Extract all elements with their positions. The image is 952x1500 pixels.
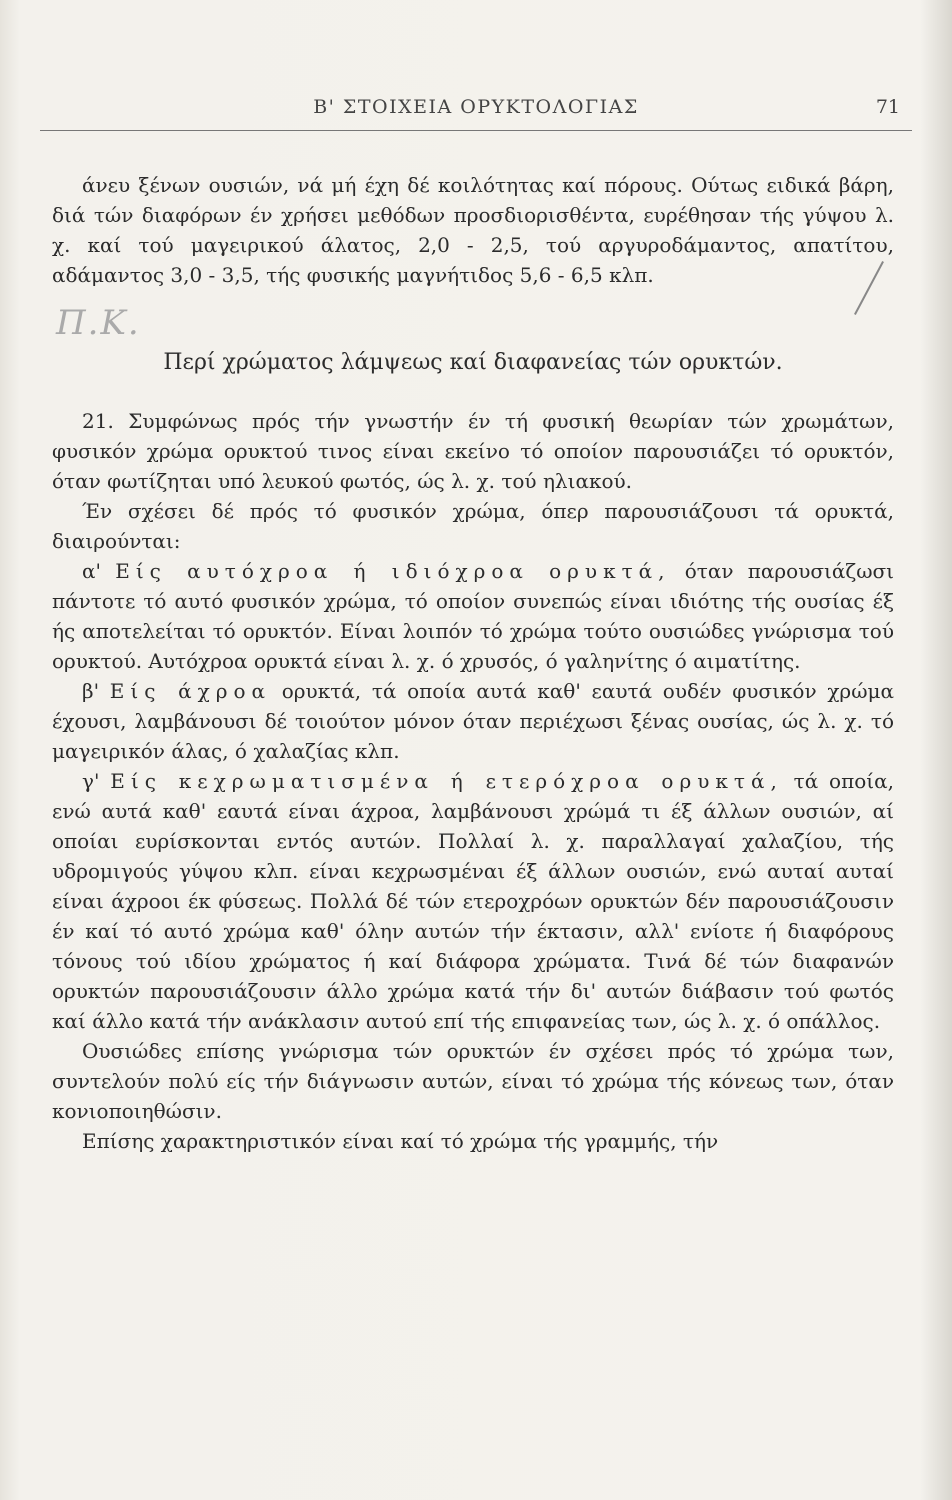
section-heading-block <box>52 303 894 378</box>
paragraph-division <box>52 496 894 556</box>
paragraph-streak <box>52 1126 894 1156</box>
paragraph-lead: β' <box>82 679 110 703</box>
paragraph-text: όταν παρουσιάζωσι πάντοτε τό αυτό φυσικόν χρώμα, τό οποίον συνεπώς είναι ιδιότης τής ουσίας έξ ής αποτελείται τό ορυκτόν. Είναι λοιπόν τό χρώμα τούτο ουσιώδες γνώρισμα τού ορυκτού. Αυτόχροα ορυκτά είναι λ. χ. ό χρυσός, ό γαληνίτης ό αιματίτης. <box>52 559 894 673</box>
page-number: 71 <box>875 96 900 118</box>
paragraph-text: Επίσης χαρακτηριστικόν είναι καί τό χρώμα τής γραμμής, τήν <box>82 1129 719 1153</box>
paragraph-21 <box>52 406 894 496</box>
running-header <box>40 96 912 128</box>
text-body <box>52 170 894 1156</box>
paragraph-text: Ουσιώδες επίσης γνώρισμα τών ορυκτών έν σχέσει πρός τό χρώμα των, συντελούν πολύ είς τήν διάγνωσιν αυτών, είναι τό χρώμα τής κόνεως των, όταν κονιοποιηθώσιν. <box>52 1039 894 1123</box>
paragraph-lead: α' <box>82 559 116 583</box>
paragraph-beta <box>52 676 894 766</box>
spaced-term: Είς άχροα <box>109 679 272 703</box>
paragraph-text: Έν σχέσει δέ πρός τό φυσικόν χρώμα, όπερ παρουσιάζουσι τά ορυκτά, διαιρούνται: <box>52 499 894 553</box>
paragraph-powder-color <box>52 1036 894 1126</box>
intro-paragraph: άνευ ξένων ουσιών, νά μή έχη δέ κοιλότητας καί πόρους. Ούτως ειδικά βάρη, διά τών διαφόρων έν χρήσει μεθόδων προσδιορισθέντα, ευρέθησαν τής γύψου λ. χ. καί τού μαγειρικού άλατος, 2,0 - 2,5, τού αργυροδάμαντος, απατίτου, αδάμαντος 3,0 - 3,5, τής φυσικής μαγνήτιδος 5,6 - 6,5 κλπ. <box>52 173 894 287</box>
paragraph-text: Συμφώνως πρός τήν γνωστήν έν τή φυσική θεωρίαν τών χρωμάτων, φυσικόν χρώμα ορυκτού τινος είναι εκείνο τό οποίον παρουσιάζει τό ορυκτόν, όταν φωτίζηται υπό λευκού φωτός, ώς λ. χ. τού ηλιακού. <box>52 409 894 493</box>
handwritten-annotation: Π.Κ. <box>56 303 141 343</box>
header-rule <box>40 130 912 131</box>
running-title: Β' ΣΤΟΙΧΕΙΑ ΟΡΥΚΤΟΛΟΓΙΑΣ <box>313 96 639 118</box>
spaced-term: Είς αυτόχροα ή ιδιόχροα ορυκτά, <box>115 559 671 583</box>
paragraph-lead: 21. <box>82 409 129 433</box>
paragraph-gamma <box>52 766 894 1036</box>
paragraph-lead: γ' <box>82 769 111 793</box>
paragraph-alpha <box>52 556 894 676</box>
paragraph-text: τά οποία, ενώ αυτά καθ' εαυτά είναι άχροα, λαμβάνουσι χρώμά τι έξ άλλων ουσιών, αί οποίαι ευρίσκονται εντός αυτών. Πολλαί λ. χ. παραλλαγαί χαλαζίου, τής υδρομιγούς γύψου κλπ. είναι κεχρωσμέναι έξ άλλων ουσιών, ενώ αυταί αυταί είναι άχροοι έκ φύσεως. Πολλά δέ τών ετεροχρόων ορυκτών δέν παρουσιάζουσιν έν καί τό αυτό χρώμα καθ' όλην αυτών τήν έκτασιν, αλλ' ενίοτε ή διαφόρους τόνους τού ιδίου χρώματος ή καί διάφορα χρώματα. Τινά δέ τών διαφανών ορυκτών παρουσιάζουσιν άλλο χρώμα κατά τήν δι' αυτών διάβασιν τού φωτός καί άλλο κατά τήν ανάκλασιν αυτού επί τής επιφανείας των, ώς λ. χ. ό οπάλλος. <box>52 769 894 1033</box>
section-heading: Περί χρώματος λάμψεως καί διαφανείας τών ορυκτών. <box>163 350 783 375</box>
spaced-term: Είς κεχρωματισμένα ή ετερόχροα ορυκτά, <box>110 769 783 793</box>
paragraph-text: ορυκτά, τά οποία αυτά καθ' εαυτά ουδέν φυσικόν χρώμα έχουσι, λαμβάνουσι δέ τοιούτον μόνον όταν περιέχωσι ξένας ουσίας, ώς λ. χ. τό μαγειρικόν άλας, ό χαλαζίας κλπ. <box>52 679 895 763</box>
